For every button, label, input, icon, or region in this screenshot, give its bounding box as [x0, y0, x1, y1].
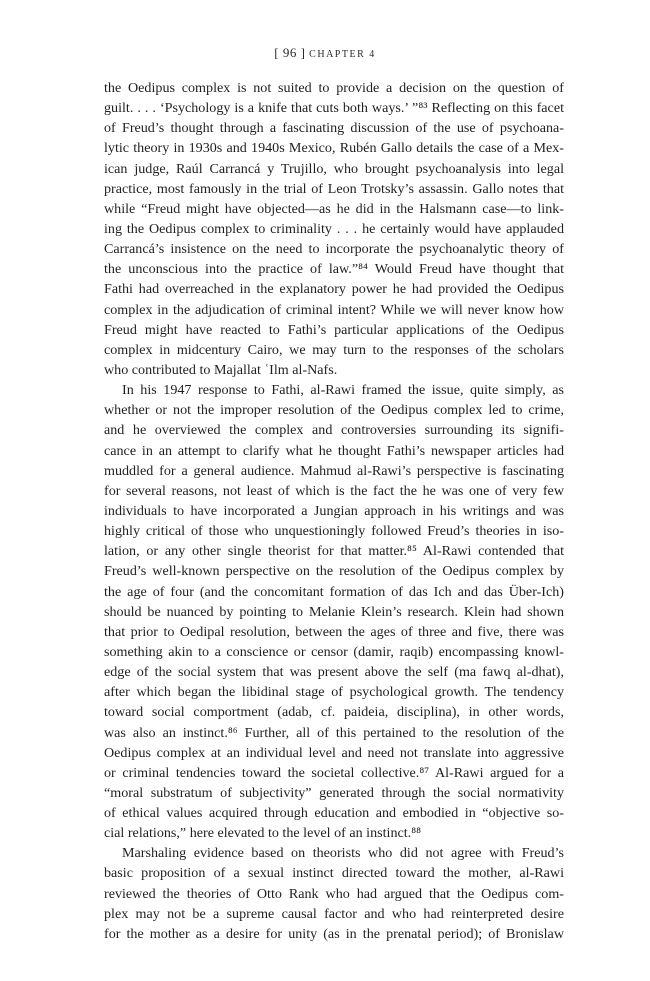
paragraph-3: [104, 843, 564, 944]
text-line: reviewed the theories of Otto Rank who had argued that the Oedipus com-: [104, 885, 564, 902]
text-line: or criminal tendencies toward the societal collective.⁸⁷ Al-Rawi argued for a: [104, 764, 564, 781]
text-line: In his 1947 response to Fathi, al-Rawi framed the issue, quite simply, as: [122, 382, 564, 399]
text-line: complex in the adjudication of criminal intent? While we will never know how: [104, 301, 564, 318]
body-text: [104, 78, 564, 944]
text-line: toward social comportment (adab, cf. paideia, disciplina), in other words,: [104, 704, 564, 721]
text-line: plex may not be a supreme causal factor and who had reinterpreted desire: [104, 905, 564, 922]
text-line: ing the Oedipus complex to criminality . . . he certainly would have applauded: [104, 220, 564, 237]
text-line: should be nuanced by pointing to Melanie Klein’s research. Klein had shown: [104, 603, 564, 620]
text-line: guilt. . . . ‘Psychology is a knife that cuts both ways.’ ”⁸³ Reflecting on this facet: [104, 100, 564, 117]
text-line: cance in an attempt to clarify what he thought Fathi’s newspaper articles had: [104, 442, 564, 459]
text-line: while “Freud might have objected—as he did in the Halsmann case—to link-: [104, 200, 564, 217]
text-line: the age of four (and the concomitant formation of das Ich and das Über-Ich): [104, 583, 564, 600]
text-line: who contributed to Majallat ʿIlm al-Nafs.: [104, 361, 338, 378]
text-line: highly critical of those who unquestioningly followed Freud’s theories in iso-: [104, 523, 564, 540]
text-line: lytic theory in 1930s and 1940s Mexico, Rubén Gallo details the case of a Mex-: [104, 140, 564, 157]
text-line: of ethical values acquired through education and embodied in “objective so-: [104, 805, 564, 822]
text-line: cial relations,” here elevated to the level of an instinct.⁸⁸: [104, 825, 422, 842]
text-line: Carrancá’s insistence on the need to incorporate the psychoanalytic theory of: [104, 241, 564, 258]
text-line: Freud might have reacted to Fathi’s particular applications of the Oedipus: [104, 321, 564, 338]
text-line: individuals to have incorporated a Jungian approach in his writings and was: [104, 502, 564, 519]
text-line: muddled for a general audience. Mahmud al-Rawi’s perspective is fascinating: [104, 462, 564, 479]
page-number: [ 96 ]: [274, 45, 306, 60]
text-line: whether or not the improper resolution of the Oedipus complex led to crime,: [104, 402, 564, 419]
text-line: the unconscious into the practice of law.”⁸⁴ Would Freud have thought that: [104, 261, 564, 278]
running-head: [0, 45, 650, 61]
text-line: ican judge, Raúl Carrancá y Trujillo, who brought psychoanalysis into legal: [104, 160, 564, 177]
text-line: complex in midcentury Cairo, we may turn to the responses of the scholars: [104, 341, 564, 358]
text-line: “moral substratum of subjectivity” generated through the social normativity: [104, 784, 564, 801]
text-line: for the mother as a desire for unity (as in the prenatal period); of Bronislaw: [104, 925, 564, 942]
paragraph-1: [104, 78, 564, 380]
text-line: edge of the social system that was present above the self (ma fawq al-dhat),: [104, 664, 564, 681]
text-line: Oedipus complex at an individual level and need not translate into aggressive: [104, 744, 564, 761]
text-line: Marshaling evidence based on theorists who did not agree with Freud’s: [122, 845, 564, 862]
text-line: was also an instinct.⁸⁶ Further, all of this pertained to the resolution of the: [104, 724, 564, 741]
text-line: after which began the libidinal stage of psychological growth. The tendency: [104, 684, 564, 701]
chapter-label: CHAPTER 4: [309, 49, 376, 60]
text-line: Fathi had overreached in the explanatory power he had provided the Oedipus: [104, 281, 564, 298]
text-line: lation, or any other single theorist for that matter.⁸⁵ Al-Rawi contended that: [104, 543, 564, 560]
text-line: something akin to a conscience or censor (damir, raqib) encompassing knowl-: [104, 643, 564, 660]
paragraph-2: [104, 380, 564, 843]
text-line: and he overviewed the complex and controversies surrounding its signifi-: [104, 422, 564, 439]
text-line: Freud’s well-known perspective on the resolution of the Oedipus complex by: [104, 563, 564, 580]
text-line: of Freud’s thought through a fascinating discussion of the use of psychoana-: [104, 120, 564, 137]
text-line: practice, most famously in the trial of Leon Trotsky’s assassin. Gallo notes that: [104, 180, 564, 197]
text-line: for several reasons, not least of which is the fact the he was one of very few: [104, 482, 564, 499]
text-line: that prior to Oedipal resolution, between the ages of three and five, there was: [104, 623, 564, 640]
text-line: basic proposition of a sexual instinct directed toward the mother, al-Rawi: [104, 865, 564, 882]
text-line: the Oedipus complex is not suited to provide a decision on the question of: [104, 80, 564, 96]
